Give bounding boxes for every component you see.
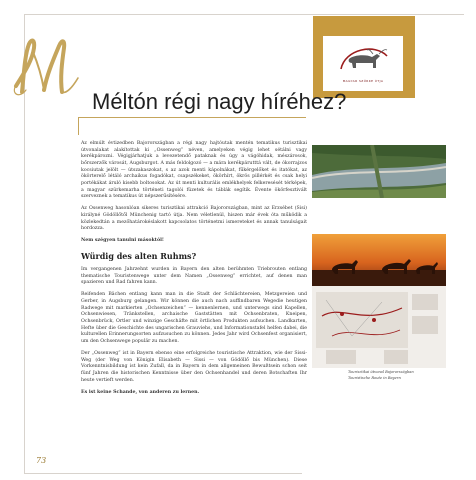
logo-panel bbox=[313, 16, 415, 98]
hungarian-paragraph: Az elmúlt évtizedben Bajorországban a régi nagy hajtóutak mentén tematikus turisztikai útvonalakat alakítottak ki „Ossenweg” néven, amelyeken végig lehet sétálni vagy kerékpározni. Végigjárhatjuk a levezetendő pataknak és úgy a vágóhidak, mészárosok, bőrszerzők városát, Augsburgot. A más feldolgozó — a mára kerékpárutttá vált, de ókorrajzos kocsiutak jelölt — útszakaszokat, s az azok menti kápolnákat, fűkérgelőket és itatókat, az ökörterelő létáló archaikus fogadókat, csapszékeket, ökörhírt, ökrös pillérkét és csak helyi portékákat áruló kisebb boltosokat. Az út menti kulturális emlékhelyek felkeresését térképek, a magyar szürkemarha történeti tagolói füzetek és táblák segítik. Évente ökörfesztivált szerveznek a tematikus út népszerűsítésére. bbox=[81, 141, 307, 200]
frame-top-line bbox=[24, 14, 464, 15]
aerial-bridge-photo bbox=[312, 145, 446, 198]
monogram-m-icon bbox=[12, 30, 92, 110]
cattle-sunset-photo bbox=[312, 234, 446, 286]
caption-german: Touristische Route in Bayern bbox=[348, 375, 401, 380]
german-closing: Es ist keine Schande, von anderen zu lernen. bbox=[81, 390, 200, 396]
map-caption bbox=[348, 370, 458, 381]
hungarian-paragraph: Az Ossenweg hasonlóan sikeres turisztikai attrakció Bajorországban, mint az Erzsébet (Sisi) királyné Gödöllőtől Münchenig tartó útja. Nem véletlenül, hiszen már évek óta működik a közlekedtán a mezőhatárokéslakott kapcsolatos történetmi ismereteket és annak tanulságait hordozza. bbox=[81, 206, 307, 232]
caption-hungarian: Tourisztikai útvonal Bajorországban bbox=[348, 370, 414, 374]
page-title: Méltón régi nagy híréhez? bbox=[92, 89, 347, 114]
frame-bottom-line bbox=[24, 473, 302, 474]
title-rule bbox=[78, 117, 306, 118]
article-body bbox=[81, 141, 307, 402]
route-map bbox=[312, 286, 446, 368]
hungarian-closing: Nem szégyen tanulni másoktól! bbox=[81, 238, 164, 244]
german-paragraph: Reifenden Bächen entlang kann man in die Stadt der Schlächtereien, Metzgereien und Gerber, in Augsburg gelangen. Wir können die auch nach auffindbaren Wegedie heutigen Radwege mit markierten „Ochsenzeichen” — kennenlernen, und unterwegs sind Kapellen, Ochsenwiesen, Tränkstellen, archaische Gaststätten mit Ochsenbraten, Kneipen, Ochsenbrück, Ortler und winzige Geschäfte mit örtlichen Produkten aufsuchen. Landkarten, Hefte über die Geschichte des ungarischen Grauviehs, und Informationstafel helfen dabei, die kulturellen Erinnerungsorten aufzusuchen zu können. Jedes Jahr wird Ochsenfest organisiert, um den Ochsenwege populär zu machen. bbox=[81, 292, 307, 344]
page-number: 73 bbox=[36, 456, 47, 465]
german-section-title: Würdig des alten Ruhms? bbox=[81, 250, 197, 261]
german-paragraph: Der „Ossenweg” ist in Bayern ebenso eine erfolgreiche touristische Attraktion, wie der Sissi-Weg (der Weg von Königin Elisabeth — Sissi — von Gödöllő bis München). Diese Vorkenntnisbildung ist kein Zufall, da in Bayern in dem allgemeinen Bewußtsein schon seit fünf Jahren die historischen Kenntnisse über den Ochsenhandel und deren Botschaften Ihr heute vertieft werden. bbox=[81, 350, 307, 383]
title-rule-vertical bbox=[78, 117, 79, 135]
logo-text: MAGYAR SZÜRKE ÚTJA bbox=[342, 79, 384, 83]
german-paragraph: Im vergangenen Jahrzehnt wurden in Bayern den alten berühmten Triebrouten entlang thematische Touristenwege unter dem Namen „Ossenweg” errichtet, auf denen man spazieren und Rad fahren kann. bbox=[81, 266, 307, 286]
grey-cattle-logo-icon bbox=[323, 36, 403, 78]
logo-card bbox=[323, 36, 403, 91]
